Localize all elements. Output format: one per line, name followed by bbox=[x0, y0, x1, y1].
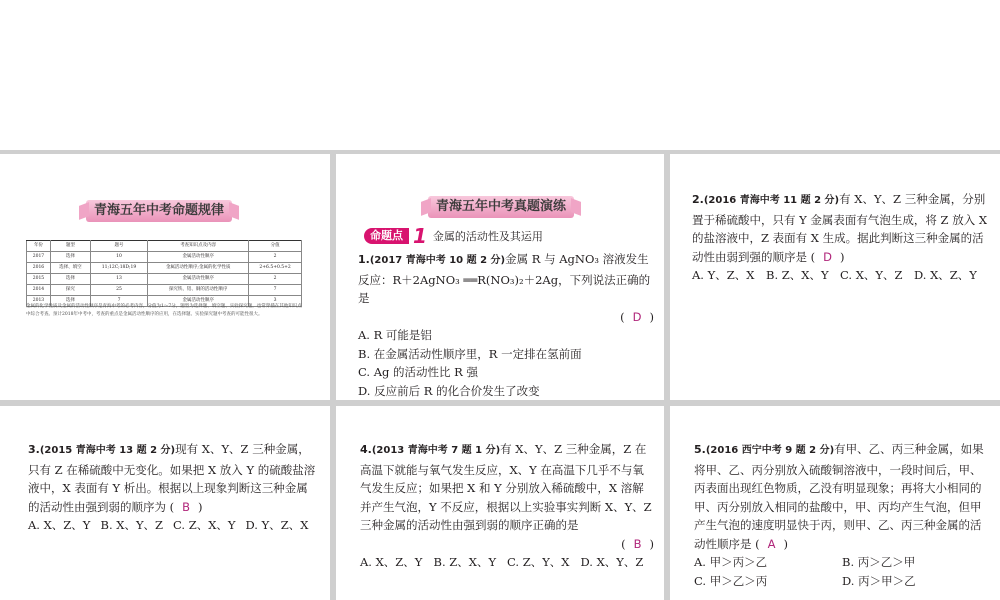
table-cell: 13 bbox=[90, 274, 147, 285]
question-number: 3. bbox=[28, 443, 40, 456]
question-5 bbox=[694, 440, 990, 590]
question-stem bbox=[694, 440, 990, 553]
question-number: 4. bbox=[360, 443, 372, 456]
answer-paren: ( D ) bbox=[620, 309, 654, 324]
question-1 bbox=[358, 250, 654, 400]
rules-table bbox=[26, 240, 302, 307]
table-cell: 3 bbox=[249, 296, 302, 307]
question-stem bbox=[360, 440, 654, 535]
options-row bbox=[28, 516, 318, 535]
answer-letter: B bbox=[633, 536, 642, 551]
answer-letter: D bbox=[823, 249, 833, 264]
table-cell: 7 bbox=[90, 296, 147, 307]
table-cell: 11;12C;18D;19 bbox=[90, 263, 147, 274]
option: B. X、Y、Z bbox=[100, 518, 164, 532]
question-text: 有 X、Y、Z 三种金属，Z 在高温下就能与氧气发生反应，X、Y 在高温下几乎不与氧气发生反应；如果把 X 和 Y 分别放入稀硫酸中，X 溶解并产生气泡，Y 不反应，根据以上实验事实判断 X、Y、Z 三种金属的活动性由强到弱的顺序正确的是 bbox=[360, 442, 652, 532]
table-row bbox=[27, 263, 302, 274]
answer-line bbox=[360, 535, 654, 554]
option: A. X、Z、Y bbox=[360, 555, 423, 569]
question-stem bbox=[28, 440, 318, 516]
option: D. 丙＞甲＞乙 bbox=[842, 573, 916, 588]
table-header-cell: 题型 bbox=[50, 241, 90, 252]
question-source: (2013 青海中考 7 题 1 分) bbox=[371, 445, 501, 456]
answer-paren: ( A ) bbox=[755, 536, 789, 551]
table-cell: 2017 bbox=[27, 252, 51, 263]
question-text: 金属 R 与 AgNO₃ 溶液发生反应：R＋2AgNO₃ ══R(NO₃)₂＋2Ag，下列说法正确的是 bbox=[358, 252, 651, 305]
table-header-cell: 考查知识点及内容 bbox=[148, 241, 249, 252]
options-row bbox=[694, 553, 990, 572]
table-row bbox=[27, 252, 302, 263]
table-cell: 金属活动性顺序;金属的化学性质 bbox=[148, 263, 249, 274]
option: A. 甲＞丙＞乙 bbox=[694, 555, 768, 569]
option: C. Ag 的活动性比 R 强 bbox=[358, 365, 478, 379]
question-source: (2015 青海中考 13 题 2 分) bbox=[39, 445, 176, 456]
question-stem bbox=[692, 190, 988, 266]
question-card-4 bbox=[336, 406, 664, 600]
question-card-5 bbox=[670, 406, 1000, 600]
question-card-2 bbox=[670, 154, 1000, 400]
table-cell: 2015 bbox=[27, 274, 51, 285]
question-card-3 bbox=[0, 406, 330, 600]
question-source: (2017 青海中考 10 题 2 分) bbox=[369, 255, 506, 266]
question-text: 现有 X、Y、Z 三种金属，只有 Z 在稀硫酸中无变化。如果把 X 放入 Y 的硫酸盐溶液中，X 表面有 Y 析出。根据以上现象判断这三种金属的活动性由强到弱的顺序为 bbox=[28, 442, 316, 514]
option: B. Z、X、Y bbox=[766, 268, 829, 282]
question-number: 1. bbox=[358, 253, 370, 266]
option: D. X、Z、Y bbox=[914, 268, 977, 282]
option: A. R 可能是铝 bbox=[358, 328, 432, 342]
answer-paren: ( D ) bbox=[810, 249, 845, 264]
table-cell: 2+6.5+0.5+2 bbox=[249, 263, 302, 274]
options-row bbox=[692, 266, 988, 285]
topic-tag: 命题点 bbox=[364, 228, 409, 244]
table-row bbox=[27, 285, 302, 296]
table-header-cell: 年份 bbox=[27, 241, 51, 252]
answer-letter: B bbox=[182, 499, 191, 514]
answer-paren: ( B ) bbox=[621, 536, 654, 551]
table-cell: 25 bbox=[90, 285, 147, 296]
option: A. Y、Z、X bbox=[692, 268, 755, 282]
question-text: 有 X、Y、Z 三种金属，分别置于稀硫酸中，只有 Y 金属表面有气泡生成，将 Z 放入 X 的盐溶液中，Z 表面有 X 生成。据此判断这三种金属的活动性由弱到强的顺序是 bbox=[692, 192, 988, 264]
table-cell: 选择 bbox=[50, 252, 90, 263]
table-header-cell: 分值 bbox=[249, 241, 302, 252]
table-header-cell: 题号 bbox=[90, 241, 147, 252]
option: B. 在金属活动性顺序里，R 一定排在氢前面 bbox=[358, 346, 582, 361]
table-cell: 金属活动性顺序 bbox=[148, 252, 249, 263]
rules-note: 金属的化学性质及金属的活动性顺序是青海中考的必考内容，分值为1～7分，题型为选择题、填空题、实验探究题，也常穿插在其他知识点中综合考查。预计2018年中考中，考查的重点是金属活动性顺序的应用，在选择题、实验探究题中考查的可能性很大。 bbox=[26, 304, 302, 317]
table-cell: 探究铁、铝、铜的活动性顺序 bbox=[148, 285, 249, 296]
answer-paren: ( B ) bbox=[169, 499, 203, 514]
option: C. Z、X、Y bbox=[173, 518, 236, 532]
table-header-row bbox=[27, 241, 302, 252]
question-stem bbox=[358, 250, 654, 308]
rules-card bbox=[0, 154, 330, 400]
question-4 bbox=[360, 440, 654, 572]
option: C. X、Y、Z bbox=[840, 268, 903, 282]
topic-heading bbox=[364, 226, 543, 246]
table-cell: 10 bbox=[90, 252, 147, 263]
table-cell: 2 bbox=[249, 252, 302, 263]
option: C. 甲＞乙＞丙 bbox=[694, 573, 768, 588]
options-row bbox=[360, 553, 654, 572]
practice-banner: 青海五年中考真题演练 bbox=[428, 196, 574, 218]
option: C. Z、Y、X bbox=[507, 555, 570, 569]
answer-letter: D bbox=[632, 309, 642, 324]
table-cell: 选择、填空 bbox=[50, 263, 90, 274]
table-cell: 2013 bbox=[27, 296, 51, 307]
table-cell: 选择 bbox=[50, 274, 90, 285]
option: D. 反应前后 R 的化合价发生了改变 bbox=[358, 383, 540, 398]
option: B. Z、X、Y bbox=[433, 555, 497, 569]
question-number: 5. bbox=[694, 443, 706, 456]
table-cell: 2 bbox=[249, 274, 302, 285]
option: D. Y、Z、X bbox=[245, 518, 309, 532]
question-3 bbox=[28, 440, 318, 535]
question-number: 2. bbox=[692, 193, 704, 206]
table-cell: 7 bbox=[249, 285, 302, 296]
table-cell: 选择 bbox=[50, 296, 90, 307]
option: B. 丙＞乙＞甲 bbox=[842, 555, 916, 569]
rules-banner: 青海五年中考命题规律 bbox=[86, 200, 232, 222]
table-cell: 金属活动性顺序 bbox=[148, 296, 249, 307]
table-row bbox=[27, 274, 302, 285]
answer-line bbox=[358, 308, 654, 327]
topic-number: 1 bbox=[413, 224, 427, 248]
options-row bbox=[694, 572, 990, 591]
question-source: (2016 青海中考 11 题 2 分) bbox=[703, 195, 840, 206]
option: D. X、Y、Z bbox=[580, 555, 644, 569]
topic-title: 金属的活动性及其运用 bbox=[432, 230, 543, 243]
table-cell: 金属活动性顺序 bbox=[148, 274, 249, 285]
table-cell: 2014 bbox=[27, 285, 51, 296]
table-cell: 2016 bbox=[27, 263, 51, 274]
practice-card bbox=[336, 154, 664, 400]
answer-letter: A bbox=[767, 536, 776, 551]
question-text: 有甲、乙、丙三种金属，如果将甲、乙、丙分别放入硫酸铜溶液中，一段时间后，甲、丙表面出现红色物质，乙没有明显现象；再将大小相同的甲、丙分别放入相同的盐酸中，甲、丙均产生气泡，但甲产生气泡的速度明显快于丙，则甲、乙、丙三种金属的活动性顺序是 bbox=[694, 442, 984, 551]
question-2 bbox=[692, 190, 988, 285]
table-cell: 探究 bbox=[50, 285, 90, 296]
option: A. X、Z、Y bbox=[28, 518, 91, 532]
question-source: (2016 西宁中考 9 题 2 分) bbox=[705, 445, 835, 456]
